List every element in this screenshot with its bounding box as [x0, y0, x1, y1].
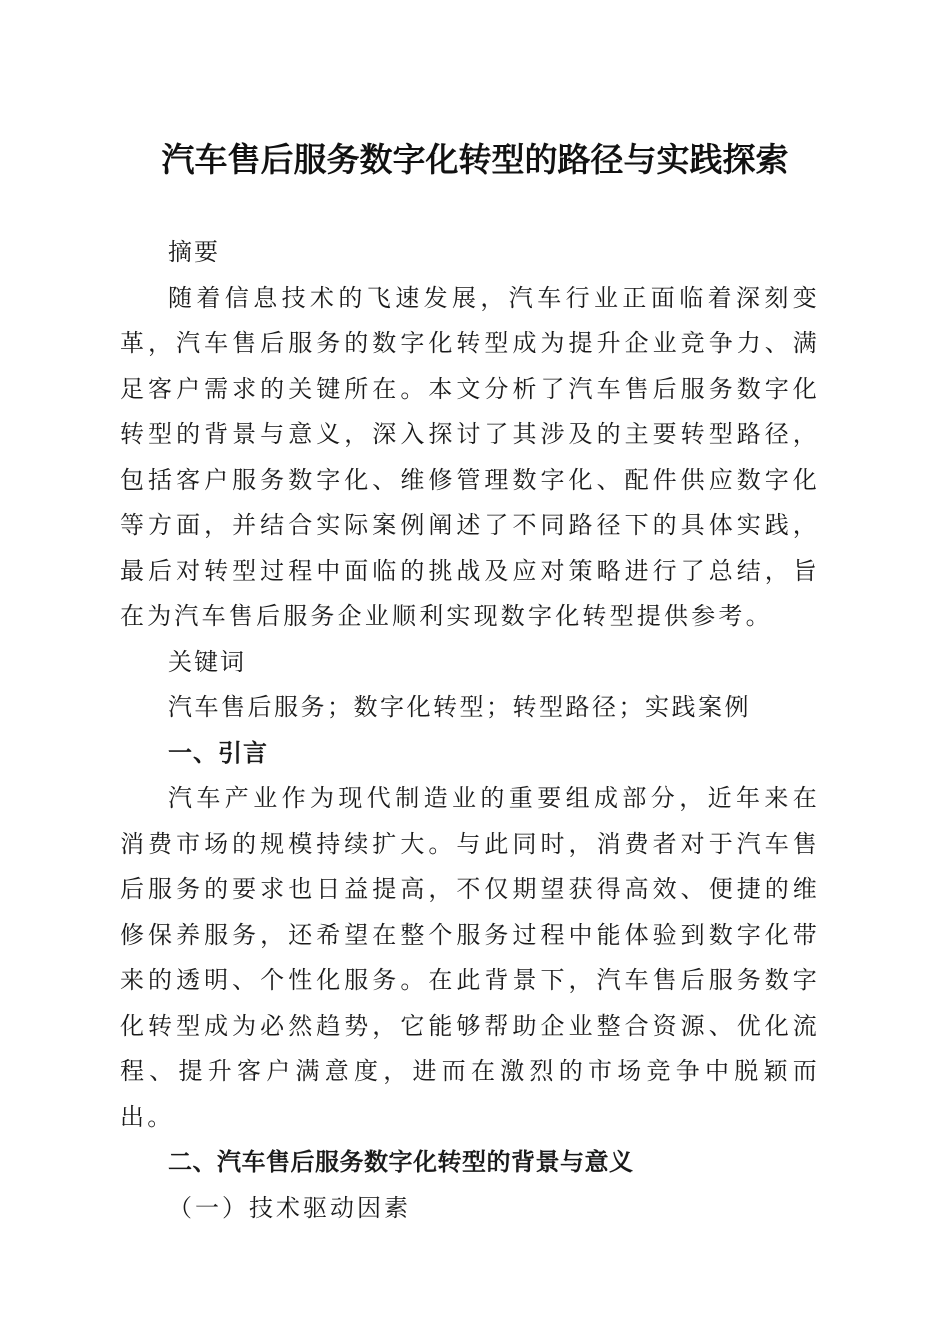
section-heading-introduction: 一、引言 [168, 738, 268, 767]
introduction-paragraph: 汽车产业作为现代制造业的重要组成部分，近年来在消费市场的规模持续扩大。与此同时，消费者对于汽车售后服务的要求也日益提高，不仅期望获得高效、便捷的维修保养服务，还希望在整个服务过程中能体验到数字化带来的透明、个性化服务。在此背景下，汽车售后服务数字化转型成为必然趋势，它能够帮助企业整合资源、优化流程、提升客户满意度，进而在激烈的市场竞争中脱颖而出。 [120, 784, 820, 1131]
abstract-paragraph: 随着信息技术的飞速发展，汽车行业正面临着深刻变革，汽车售后服务的数字化转型成为提升企业竞争力、满足客户需求的关键所在。本文分析了汽车售后服务数字化转型的背景与意义，深入探讨了其涉及的主要转型路径，包括客户服务数字化、维修管理数字化、配件供应数字化等方面，并结合实际案例阐述了不同路径下的具体实践，最后对转型过程中面临的挑战及应对策略进行了总结，旨在为汽车售后服务企业顺利实现数字化转型提供参考。 [120, 283, 820, 630]
abstract-label: 摘要 [168, 238, 220, 266]
subsection-heading-tech-drivers: （一）技术驱动因素 [168, 1193, 411, 1222]
document-body [120, 230, 820, 1231]
document-title: 汽车售后服务数字化转型的路径与实践探索 [161, 140, 789, 179]
keywords-text: 汽车售后服务；数字化转型；转型路径；实践案例 [168, 693, 751, 721]
section-heading-background: 二、汽车售后服务数字化转型的背景与意义 [168, 1148, 634, 1176]
keywords-label: 关键词 [168, 647, 246, 676]
